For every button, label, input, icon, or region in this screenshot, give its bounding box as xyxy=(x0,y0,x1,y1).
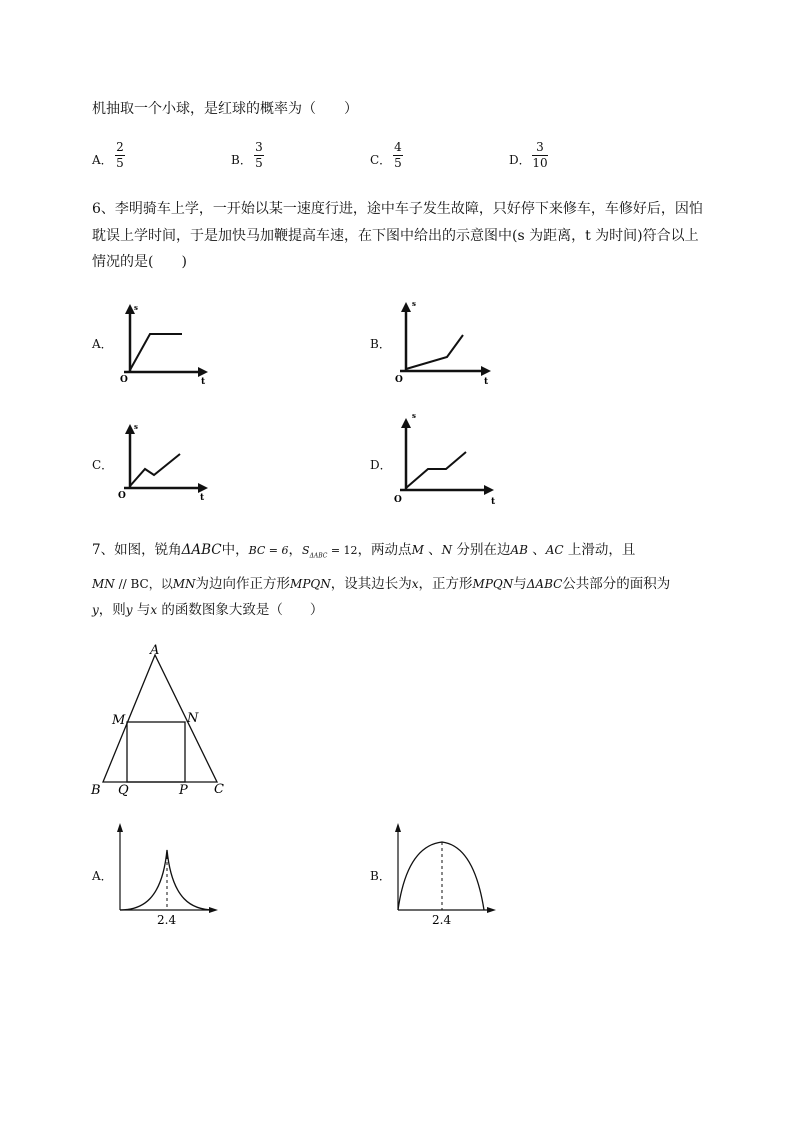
q7-triangle-figure xyxy=(86,640,236,800)
q5-option-b-fraction xyxy=(254,141,264,170)
text: ，则 xyxy=(98,602,126,618)
numerator: 4 xyxy=(394,140,402,154)
math-mn: MN xyxy=(172,577,196,591)
origin-label: O xyxy=(120,375,128,385)
y-label: s xyxy=(134,422,138,431)
origin-label: O xyxy=(395,375,403,385)
math-ac: AC xyxy=(545,543,564,557)
tick-label: 2.4 xyxy=(432,913,452,927)
math-s-value: = 12 xyxy=(327,544,358,557)
math-ab: AB xyxy=(510,543,528,557)
math-y: y xyxy=(125,603,133,617)
label-b: B xyxy=(91,783,101,798)
q7-stem-line-2 xyxy=(92,574,670,594)
math-bc: BC = 6 xyxy=(248,544,289,557)
label-p: P xyxy=(179,783,188,798)
text: 7、如图，锐角 xyxy=(92,542,182,558)
math-m: M xyxy=(411,543,424,557)
text: 的函数图象大致是（ ） xyxy=(157,602,324,618)
y-label: s xyxy=(412,299,416,308)
math-square: MPQN xyxy=(472,577,514,591)
y-arrow xyxy=(395,823,401,832)
graph-curve xyxy=(398,842,484,910)
q7-stem-line-3 xyxy=(92,600,323,620)
text: ，两动点 xyxy=(357,542,412,558)
math-triangle: ΔABC xyxy=(526,577,563,591)
denominator: 5 xyxy=(394,156,402,170)
q5-option-b-letter: B． xyxy=(231,153,252,167)
q7-option-a-letter: A． xyxy=(92,869,113,883)
text: 与 xyxy=(132,602,151,618)
q7-option-b-letter: B． xyxy=(370,869,391,883)
label-q: Q xyxy=(118,783,129,798)
square-mpqn xyxy=(127,722,185,782)
graph-curve xyxy=(406,452,466,488)
x-label: t xyxy=(484,377,489,387)
x-label: t xyxy=(200,493,205,503)
denominator: 10 xyxy=(532,156,548,170)
x-arrow xyxy=(487,907,496,913)
y-label: s xyxy=(412,412,416,420)
label-c: C xyxy=(214,782,224,797)
math-s-subscript: ΔABC xyxy=(309,552,328,560)
label-n: N xyxy=(187,711,199,726)
q7-option-a-graph xyxy=(112,818,227,928)
math-s: S xyxy=(302,544,310,557)
q6-option-d-letter: D． xyxy=(370,458,392,472)
text: 公共部分的面积为 xyxy=(562,576,671,592)
math-mn: MN xyxy=(92,577,115,591)
denominator: 5 xyxy=(255,156,263,170)
label-m: M xyxy=(112,713,126,728)
math-square: MPQN xyxy=(290,577,331,591)
q5-option-a-letter: A． xyxy=(92,153,113,167)
q5-option-a-fraction xyxy=(115,141,125,170)
q6-option-d-graph xyxy=(390,412,505,508)
q6-option-c-graph xyxy=(112,418,222,508)
tick-label: 2.4 xyxy=(157,913,177,927)
denominator: 5 xyxy=(116,156,124,170)
x-label: t xyxy=(201,377,206,387)
q6-option-a-letter: A． xyxy=(92,337,113,351)
q6-stem-line-2: 耽误上学时间，于是加快马加鞭提高车速，在下图中给出的示意图中(s 为距离，t 为时间)符合以上 xyxy=(92,228,699,244)
origin-label: O xyxy=(118,491,126,501)
y-arrow xyxy=(117,823,123,832)
q6-option-c-letter: C． xyxy=(92,458,114,472)
q6-stem-line-3: 情况的是( ) xyxy=(92,254,187,270)
numerator: 2 xyxy=(116,140,124,154)
q5-stem-tail: 机抽取一个小球，是红球的概率为（ ） xyxy=(92,101,358,117)
y-label: s xyxy=(134,303,138,312)
text: 为边向作正方形 xyxy=(195,576,291,592)
x-arrow xyxy=(484,485,494,495)
q6-option-b-graph xyxy=(390,296,500,390)
q5-option-d-fraction xyxy=(532,141,548,170)
text: ，正方形 xyxy=(418,576,473,592)
q6-option-b-letter: B． xyxy=(370,337,391,351)
q6-stem-line-1: 6、李明骑车上学，一开始以某一速度行进，途中车子发生故障，只好停下来修车，车修好后，因怕 xyxy=(92,201,703,217)
math-triangle: ΔABC xyxy=(181,542,222,558)
q7-option-b-graph xyxy=(390,818,505,928)
x-arrow xyxy=(198,367,208,377)
x-arrow xyxy=(198,483,208,493)
text: 与 xyxy=(513,576,527,592)
y-arrow xyxy=(401,418,411,428)
numerator: 3 xyxy=(536,140,544,154)
q5-option-c-letter: C． xyxy=(370,153,392,167)
text: 、 xyxy=(527,542,546,558)
math-y: y xyxy=(92,603,99,617)
label-a: A xyxy=(150,643,160,658)
graph-curve xyxy=(130,334,182,370)
q5-option-d-letter: D． xyxy=(509,153,531,167)
text: 中， xyxy=(221,542,249,558)
math-x: x xyxy=(411,577,419,591)
text: 、 xyxy=(423,542,442,558)
text: ， xyxy=(288,542,303,558)
q6-option-a-graph xyxy=(112,300,222,390)
numerator: 3 xyxy=(255,140,263,154)
text: 上滑动，且 xyxy=(563,542,636,558)
graph-curve xyxy=(406,335,463,369)
math-x: x xyxy=(150,603,158,617)
q5-option-c-fraction xyxy=(393,141,403,170)
text: ，设其边长为 xyxy=(330,576,412,592)
graph-curve xyxy=(130,454,180,486)
x-label: t xyxy=(491,497,496,507)
x-arrow xyxy=(481,366,491,376)
text: // BC，以 xyxy=(114,577,173,591)
origin-label: O xyxy=(394,495,402,505)
math-n: N xyxy=(441,543,453,557)
q7-stem-line-1 xyxy=(92,540,635,567)
text: 分别在边 xyxy=(452,542,511,558)
y-arrow xyxy=(401,302,411,312)
